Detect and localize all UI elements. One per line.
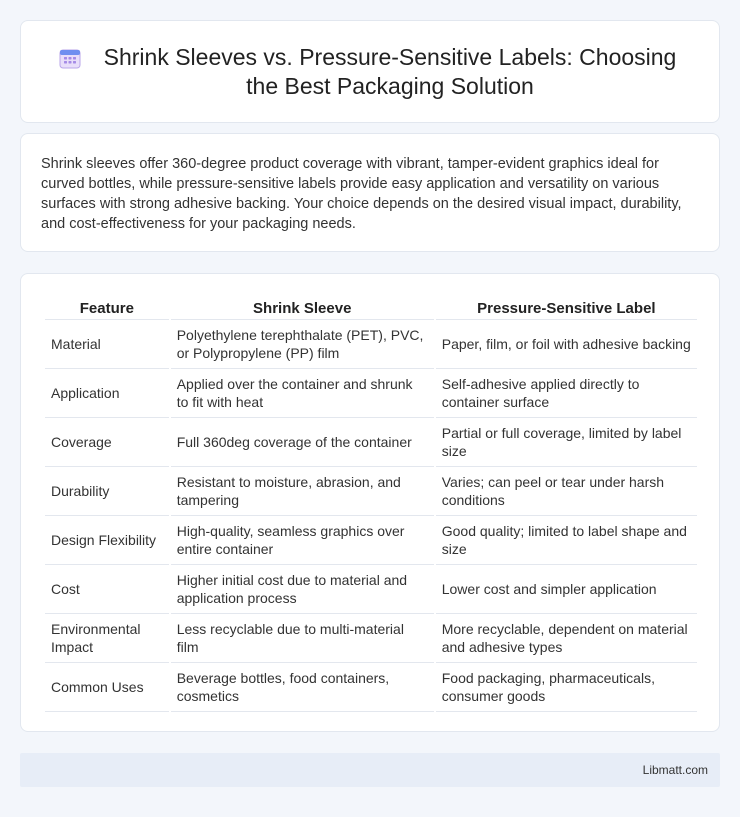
footer-bar xyxy=(20,753,720,787)
shrink-sleeve-cell: Applied over the container and shrunk to fit with heat xyxy=(171,369,434,418)
table-row xyxy=(45,320,697,369)
pressure-label-cell: Good quality; limited to label shape and size xyxy=(436,516,697,565)
comparison-table-card xyxy=(20,273,720,732)
feature-cell: Coverage xyxy=(45,418,169,467)
shrink-sleeve-cell: Beverage bottles, food containers, cosmetics xyxy=(171,663,434,712)
pressure-label-cell: Self-adhesive applied directly to container surface xyxy=(436,369,697,418)
feature-cell: Cost xyxy=(45,565,169,614)
feature-cell: Application xyxy=(45,369,169,418)
table-row xyxy=(45,516,697,565)
table-row xyxy=(45,614,697,663)
table-row xyxy=(45,369,697,418)
footer-site-link[interactable]: Libmatt.com xyxy=(642,763,708,777)
table-row xyxy=(45,663,697,712)
feature-cell: Environmental Impact xyxy=(45,614,169,663)
column-header-shrink-sleeve: Shrink Sleeve xyxy=(171,296,434,320)
pressure-label-cell: More recyclable, dependent on material and adhesive types xyxy=(436,614,697,663)
intro-paragraph: Shrink sleeves offer 360-degree product coverage with vibrant, tamper-evident graphics ideal for curved bottles, while pressure-sensitive labels provide easy application and versatility on various surfaces with strong adhesive backing. Your choice depends on the desired visual impact, durability, and cost-effectiveness for your packaging needs. xyxy=(41,156,682,232)
shrink-sleeve-cell: Less recyclable due to multi-material film xyxy=(171,614,434,663)
pressure-label-cell: Food packaging, pharmaceuticals, consumer goods xyxy=(436,663,697,712)
pressure-label-cell: Partial or full coverage, limited by label size xyxy=(436,418,697,467)
column-header-feature: Feature xyxy=(45,296,169,320)
table-header-row xyxy=(45,296,697,320)
feature-cell: Common Uses xyxy=(45,663,169,712)
shrink-sleeve-cell: High-quality, seamless graphics over entire container xyxy=(171,516,434,565)
header-card xyxy=(20,20,720,123)
intro-card xyxy=(20,133,720,252)
shrink-sleeve-cell: Higher initial cost due to material and application process xyxy=(171,565,434,614)
table-row xyxy=(45,467,697,516)
comparison-table xyxy=(43,296,699,712)
feature-cell: Design Flexibility xyxy=(45,516,169,565)
pressure-label-cell: Paper, film, or foil with adhesive backing xyxy=(436,320,697,369)
shrink-sleeve-cell: Resistant to moisture, abrasion, and tampering xyxy=(171,467,434,516)
table-row xyxy=(45,418,697,467)
column-header-pressure-sensitive-label: Pressure-Sensitive Label xyxy=(436,296,697,320)
pressure-label-cell: Lower cost and simpler application xyxy=(436,565,697,614)
feature-cell: Durability xyxy=(45,467,169,516)
page-title: Shrink Sleeves vs. Pressure-Sensitive Labels: Choosing the Best Packaging Solution xyxy=(103,43,677,99)
shrink-sleeve-cell: Polyethylene terephthalate (PET), PVC, or Polypropylene (PP) film xyxy=(171,320,434,369)
pressure-label-cell: Varies; can peel or tear under harsh conditions xyxy=(436,467,697,516)
table-row xyxy=(45,565,697,614)
feature-cell: Material xyxy=(45,320,169,369)
shrink-sleeve-cell: Full 360deg coverage of the container xyxy=(171,418,434,467)
